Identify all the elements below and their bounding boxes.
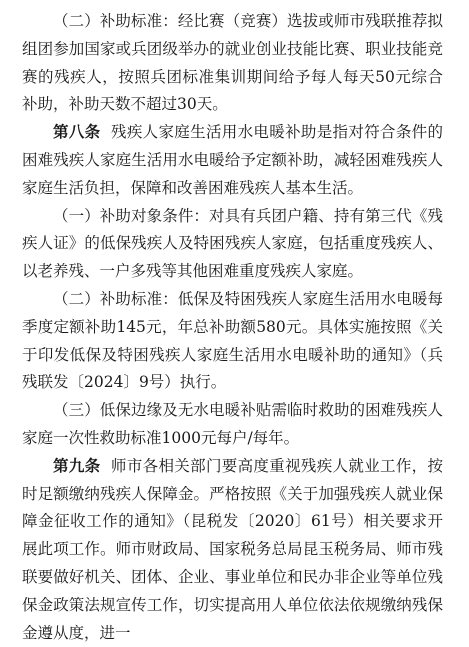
paragraph-text: （二）补助标准：经比赛（竞赛）选拔或师市残联推荐拟组团参加国家或兵团级举办的就业创业技能比赛、职业技能竞赛的残疾人，按照兵团标准集训期间给予每人每天50元综合补助，补助天数不超过30天。 (22, 12, 443, 114)
paragraph-temporary-relief (22, 397, 443, 453)
article-label: 第八条 (53, 123, 101, 142)
paragraph-text: （二）补助标准：低保及特困残疾人家庭生活用水电暖每季度定额补助145元，年总补助额580元。具体实施按照《关于印发低保及特困残疾人家庭生活用水电暖补助的通知》（兵残联发〔2024〕9号）执行。 (22, 289, 443, 392)
paragraph-article-9 (22, 453, 443, 647)
paragraph-subsidy-amount (22, 286, 443, 397)
paragraph-text: （三）低保边缘及无水电暖补贴需临时救助的困难残疾人家庭一次性救助标准1000元每户/每年。 (22, 401, 443, 447)
paragraph-article-8 (22, 119, 443, 202)
paragraph-subsidy-standard (22, 8, 443, 119)
paragraph-text: （一）补助对象条件：对具有兵团户籍、持有第三代《残疾人证》的低保残疾人及特困残疾人家庭，包括重度残疾人、以老养残、一户多残等其他困难重度残疾人家庭。 (22, 206, 443, 281)
paragraph-eligibility (22, 203, 443, 286)
paragraph-text: 残疾人家庭生活用水电暖补助是指对符合条件的困难残疾人家庭生活用水电暖给予定额补助，减轻困难残疾人家庭生活负担，保障和改善困难残疾人基本生活。 (22, 123, 443, 197)
paragraph-text: 师市各相关部门要高度重视残疾人就业工作，按时足额缴纳残疾人保障金。严格按照《关于加强残疾人就业保障金征收工作的通知》（昆税发〔2020〕61号）相关要求开展此项工作。师市财政局、国家税务总局昆玉税务局、师市残联要做好机关、团体、企业、事业单位和民办非企业等单位残保金政策法规宣传工作，切实提高用人单位依法依规缴纳残保金遵从度，进一 (22, 456, 443, 642)
article-label: 第九条 (53, 456, 101, 475)
